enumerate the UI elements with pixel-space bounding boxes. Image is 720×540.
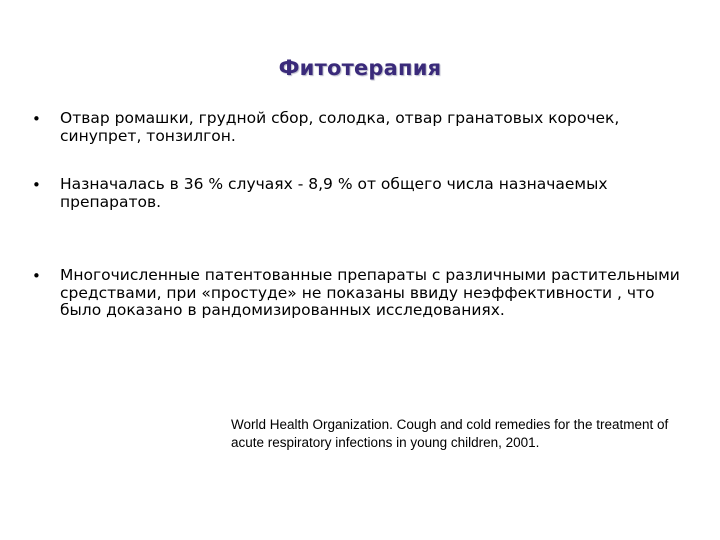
citation: World Health Organization. Cough and cold remedies for the treatment of acute respiratory infections in young children, 2001. <box>231 417 669 450</box>
bullet-text: Назначалась в 36 % случаях - 8,9 % от общего числа назначаемых препаратов. <box>60 175 608 211</box>
slide-title: Фитотерапия <box>278 56 442 80</box>
bullet-marker: • <box>32 176 41 194</box>
bullet-marker: • <box>32 110 41 128</box>
bullet-text: Многочисленные патентованные препараты с различными растительными средствами, при «простуде» не показаны ввиду неэффективности , что было доказано в рандомизированных исследованиях. <box>60 266 680 319</box>
bullet-marker: • <box>32 267 41 285</box>
bullet-text: Отвар ромашки, грудной сбор, солодка, отвар гранатовых корочек, синупрет, тонзилгон. <box>60 109 620 145</box>
